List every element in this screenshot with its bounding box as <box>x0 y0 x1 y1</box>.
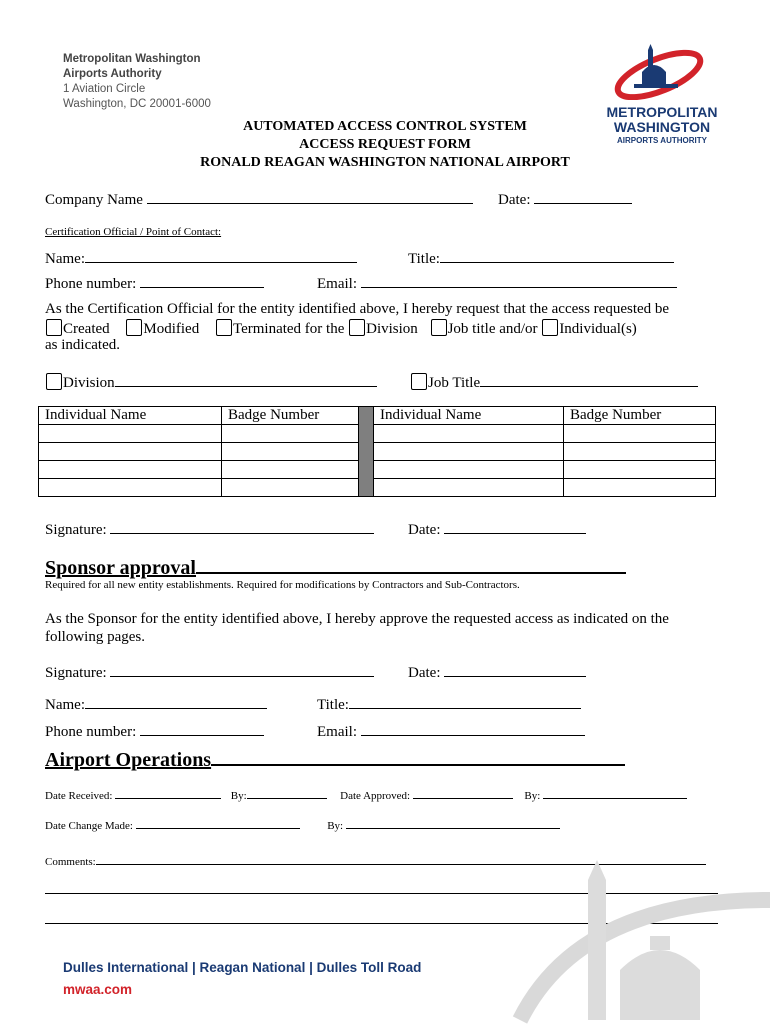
sponsor-date-row <box>408 662 586 682</box>
table-cell[interactable] <box>222 443 359 461</box>
table-cell[interactable] <box>39 443 222 461</box>
col-badge-number: Badge Number <box>222 407 359 425</box>
table-cell[interactable] <box>39 425 222 443</box>
footer-website-link[interactable]: mwaa.com <box>63 982 133 997</box>
sponsor-title-label: Title: <box>317 697 349 713</box>
terminated-checkbox[interactable] <box>216 319 232 336</box>
table-cell[interactable] <box>39 461 222 479</box>
cert-phone-field[interactable] <box>140 273 264 288</box>
date-received-label: Date Received: <box>45 790 113 802</box>
cert-name-field[interactable] <box>85 248 357 263</box>
table-cell[interactable] <box>222 425 359 443</box>
company-date-label: Date: <box>498 192 531 208</box>
comments-label: Comments: <box>45 856 96 868</box>
cert-sig-date-row <box>408 519 586 539</box>
cert-sig-date-field[interactable] <box>444 519 586 534</box>
cert-statement: As the Certification Official for the entity identified above, I hereby request that the access requested be <box>45 301 670 317</box>
form-title-2: ACCESS REQUEST FORM <box>299 137 471 152</box>
table-cell[interactable] <box>39 479 222 497</box>
individuals-label: Individual(s) <box>559 321 637 337</box>
sponsor-date-label: Date: <box>408 665 441 681</box>
cert-email-row <box>317 273 677 293</box>
sponsor-signature-field[interactable] <box>110 662 374 677</box>
cert-title-row <box>408 248 674 268</box>
division-field[interactable] <box>115 372 377 387</box>
cert-email-label: Email: <box>317 276 357 292</box>
col-badge-number-2: Badge Number <box>564 407 716 425</box>
by-field-1[interactable] <box>247 788 327 799</box>
individuals-table <box>38 406 716 497</box>
table-cell[interactable] <box>374 443 564 461</box>
ops-heading: Airport Operations <box>45 749 212 771</box>
sponsor-signature-row <box>45 662 374 682</box>
table-cell[interactable] <box>564 461 716 479</box>
footer-locations: Dulles International | Reagan National | Dulles Toll Road <box>63 960 422 975</box>
as-indicated-text: as indicated. <box>45 337 120 353</box>
by-label-2: By: <box>524 790 541 802</box>
jobtitle-row <box>410 372 698 392</box>
table-cell[interactable] <box>374 461 564 479</box>
sponsor-signature-label: Signature: <box>45 665 107 681</box>
table-cell[interactable] <box>564 425 716 443</box>
ops-row-2 <box>45 818 560 832</box>
sponsor-phone-field[interactable] <box>140 721 264 736</box>
by-label-3: By: <box>327 820 344 832</box>
table-row <box>39 425 716 443</box>
sponsor-email-row <box>317 721 585 741</box>
form-title-3: RONALD REAGAN WASHINGTON NATIONAL AIRPORT <box>200 155 570 170</box>
col-individual-name: Individual Name <box>39 407 222 425</box>
by-field-2[interactable] <box>543 788 687 799</box>
cert-signature-label: Signature: <box>45 522 107 538</box>
modified-label: Modified <box>143 321 200 337</box>
company-name-field[interactable] <box>147 189 473 204</box>
cert-phone-label: Phone number: <box>45 276 137 292</box>
org-address-block <box>63 52 211 112</box>
sponsor-date-field[interactable] <box>444 662 586 677</box>
cert-title-field[interactable] <box>440 248 674 263</box>
cert-name-label: Name: <box>45 251 85 267</box>
job-title-checkbox[interactable] <box>431 319 447 336</box>
cert-options-row <box>45 319 637 338</box>
sponsor-email-label: Email: <box>317 724 357 740</box>
modified-checkbox[interactable] <box>126 319 142 336</box>
table-cell[interactable] <box>222 461 359 479</box>
created-label: Created <box>63 321 110 337</box>
cert-sig-date-label: Date: <box>408 522 441 538</box>
sponsor-email-field[interactable] <box>361 721 585 736</box>
cert-title-label: Title: <box>408 251 440 267</box>
date-change-label: Date Change Made: <box>45 820 133 832</box>
cert-email-field[interactable] <box>361 273 677 288</box>
jobtitle-checkbox[interactable] <box>411 373 427 390</box>
sponsor-heading-rule <box>196 556 626 574</box>
table-cell[interactable] <box>564 443 716 461</box>
date-change-field[interactable] <box>136 818 300 829</box>
division-row <box>45 372 377 392</box>
individuals-checkbox[interactable] <box>542 319 558 336</box>
sponsor-heading: Sponsor approval <box>45 557 196 579</box>
org-name-line1: Metropolitan Washington <box>63 53 201 65</box>
ops-heading-row <box>45 748 625 772</box>
cert-signature-field[interactable] <box>110 519 374 534</box>
company-date-row <box>498 189 632 209</box>
sponsor-heading-row <box>45 556 626 580</box>
job-title-option-label: Job title and/or <box>447 321 538 337</box>
logo-line3: AIRPORTS AUTHORITY <box>617 136 707 145</box>
sponsor-title-row <box>317 694 581 714</box>
terminated-division-label: Division <box>366 321 418 337</box>
company-name-row <box>45 189 473 209</box>
org-name-line2: Airports Authority <box>63 68 162 80</box>
table-cell[interactable] <box>222 479 359 497</box>
date-received-field[interactable] <box>115 788 221 799</box>
table-row <box>39 479 716 497</box>
table-cell[interactable] <box>374 425 564 443</box>
date-approved-label: Date Approved: <box>340 790 411 802</box>
table-cell[interactable] <box>564 479 716 497</box>
logo-line1: METROPOLITAN <box>606 104 718 120</box>
logo-emblem-icon <box>604 42 720 100</box>
date-approved-field[interactable] <box>413 788 513 799</box>
table-row <box>39 443 716 461</box>
sponsor-note: Required for all new entity establishments. Required for modifications by Contractors and Sub-Contractors. <box>45 579 520 591</box>
sponsor-phone-row <box>45 721 264 741</box>
cert-signature-row <box>45 519 374 539</box>
logo-line2: WASHINGTON <box>613 119 711 135</box>
sponsor-statement-1: As the Sponsor for the entity identified above, I hereby approve the requested access as indicated on the <box>45 611 669 627</box>
terminated-label: Terminated for the <box>232 321 345 337</box>
table-header-row <box>39 407 716 425</box>
company-name-label: Company Name <box>45 192 143 208</box>
by-field-3[interactable] <box>346 818 560 829</box>
ops-heading-rule <box>211 748 625 766</box>
cert-phone-row <box>45 273 264 293</box>
sponsor-phone-label: Phone number: <box>45 724 137 740</box>
address-line2: Washington, DC 20001-6000 <box>63 98 211 110</box>
sponsor-statement-2: following pages. <box>45 629 145 645</box>
sponsor-title-field[interactable] <box>349 694 581 709</box>
sponsor-name-field[interactable] <box>85 694 267 709</box>
table-divider <box>359 407 374 497</box>
watermark-emblem-icon <box>500 860 770 1024</box>
cert-heading: Certification Official / Point of Contact: <box>45 226 222 238</box>
by-label-1: By: <box>230 790 247 802</box>
jobtitle-label: Job Title <box>428 375 481 391</box>
table-cell[interactable] <box>374 479 564 497</box>
table-row <box>39 461 716 479</box>
ops-row-1 <box>45 788 687 802</box>
form-title-1: AUTOMATED ACCESS CONTROL SYSTEM <box>243 119 527 134</box>
division-checkbox[interactable] <box>46 373 62 390</box>
address-line1: 1 Aviation Circle <box>63 83 146 95</box>
sponsor-name-row <box>45 694 267 714</box>
terminated-division-checkbox[interactable] <box>349 319 365 336</box>
division-label: Division <box>63 375 115 391</box>
company-date-field[interactable] <box>534 189 632 204</box>
jobtitle-field[interactable] <box>480 372 698 387</box>
col-individual-name-2: Individual Name <box>374 407 564 425</box>
sponsor-name-label: Name: <box>45 697 85 713</box>
created-checkbox[interactable] <box>46 319 62 336</box>
cert-name-row <box>45 248 357 268</box>
